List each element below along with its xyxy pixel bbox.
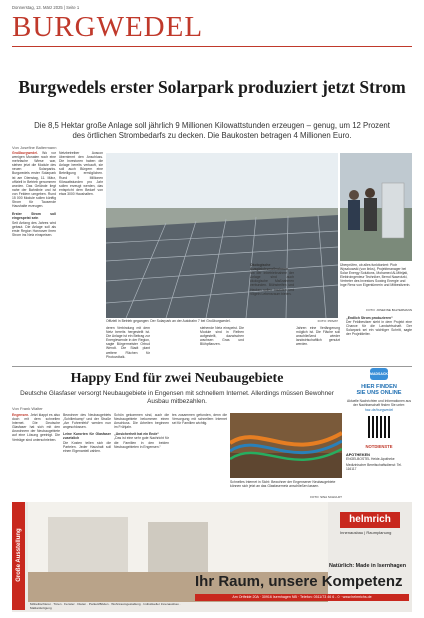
- lead-column-2: [59, 151, 103, 353]
- second-col4-text: tes zusammen gefunden, denn die Versorgung mit schnellem Internet sei für Familien wichtig.: [172, 413, 227, 426]
- photo2-credit: FOTO: JOSEFINE BALTERMANN: [366, 308, 412, 312]
- lead-headline: Burgwedels erster Solarpark produziert jetzt Strom: [18, 77, 406, 97]
- ad-footer: Möbeltischlerei · Türen · Fenster · Dielen · Parkett/Böden · Wohnraumgestaltung · Individueller Innenausbau · Maßanfertigung: [30, 602, 181, 610]
- second-author: Von Frank Walter: [12, 406, 43, 411]
- second-col1-text: Jetzt klappt es also doch mit dem schnellen Internet. Die Deutsche Glasfaser hat sich mit den Anwohnern der Neubaugebiete auf eine Lösung geeinigt. Die Verträge sind unterschrieben.: [12, 413, 60, 442]
- lead-col4-text: stehende Netz einspeist. Die Module sind in Reihen aufgestellt, dazwischen wachsen Gras und Blühpflanzen.: [200, 326, 244, 347]
- ad-contact-bar[interactable]: Am Ortfelde 20A · 30916 Isernhagen NB · Telefon: 0511/73 46 6 - 0 · www.helmrichs.de: [195, 594, 409, 601]
- emergency-title: NOTDIENSTE: [365, 444, 393, 449]
- sidebar-url-link[interactable]: haz.de/burgwedel: [364, 408, 394, 412]
- photo2-caption: Überprüfen, ob alles funktioniert: Piotr Wyszkowski (von links), Projektmanager bei Solar Energy Solutions, Mohamed Al-Mitrijati, Elektroingenieur Techniker, Bernd Nawrotzki, Vertreter des Investors Sowing Energie und Inge Renz von Eigentümerin und Mitbesitzerin.: [340, 263, 411, 288]
- lead-column-4: [250, 263, 294, 362]
- second-col2b-text: Die Kosten teilen sich die Parteien. Jeder Haushalt soll einen Eigenanteil zahlen.: [63, 440, 111, 453]
- second-column-4: [172, 413, 227, 499]
- photo1-caption: Offiziell in Betrieb gegangen: Der Solarpark an der Autobahn 7 bei Großburgwedel.: [106, 319, 231, 323]
- second-headline: Happy End für zwei Neubaugebiete: [70, 371, 284, 386]
- cable-photo-caption: Schnelles Internet in Sicht: Bewohner der Engensener Neubaugebiete können sich jetzt an das Glasfasernetz anschließen lassen.: [230, 480, 336, 489]
- ad-tagline: Innenausbau | Raumplanung: [340, 530, 392, 535]
- second-column-2: [63, 413, 111, 499]
- apotheke-text: ENGELBOSTEL Heide-Apotheke: [346, 457, 395, 461]
- second-deck: Deutsche Glasfaser versorgt Neubaugebiete in Engensen mit schnellem Internet. Allerdings müssen Bewohner Ausbau mitbezahlen.: [20, 390, 334, 405]
- second-col3-subhead: „Unsicherheit hat ein Ende“: [114, 432, 160, 437]
- lead-column-5: [296, 326, 340, 362]
- second-placeline: Engensen.: [12, 413, 30, 417]
- sidebar-text: Aktuelle Nachrichten und Informationen aus der Nachbarschaft finden Sie unter:: [347, 399, 411, 407]
- people-photo: [340, 153, 412, 261]
- lead-col4b-text: Mit der Inbetriebnahme der Anlage sind auch ökologische Maßnahmen verbunden. Blühstreifen und Hecken sollen Insekten und Vögeln Lebensraum bieten.: [250, 271, 294, 296]
- ad-strip-label: Große Ausstellung: [16, 528, 22, 582]
- second-col2-text: Bewohner des Neubaugebiets „Schillerkamp“ und der Straße „Am Fuhrenfeld“ werden nun angeschlossen.: [63, 413, 111, 430]
- ad-side-strip: [12, 502, 25, 610]
- apotheke-title: APOTHEKEN: [346, 453, 370, 457]
- lead-col5b-text: Der Feldbesitzer sieht in dem Projekt eine Chance für die Landwirtschaft. Der Solarpark sei ein wichtiger Schritt, sagte der Projektleiter.: [346, 320, 412, 337]
- masthead: BURGWEDEL: [12, 11, 204, 43]
- lead-column-6: [346, 316, 412, 362]
- photo1-credit: FOTO: PRIVAT: [317, 319, 338, 323]
- lead-author: Von Josefine Baltermann: [12, 145, 57, 150]
- second-col2-subhead: Leine Kurorten für Glasfaser zusetzlich: [63, 432, 111, 441]
- lead-deck: Die 8,5 Hektar große Anlage soll jährlich 9 Millionen Kilowattstunden erzeugen – genug, um 12 Prozent des örtlichen Strombedarfs zu decken. Die Baukosten betragen 4 Millionen Euro.: [34, 121, 390, 140]
- second-column-1: [12, 413, 60, 499]
- emergency-contacts: Medizinischer Bereitschaftsdienst: Tel. 116117: [346, 463, 402, 471]
- lead-col3-text: deren Verbindung mit dem Netz bereits hergestellt ist. Die Anlage ist ein Beitrag zur Energiewende in der Region, sagte Bürgermeister Ortrud Wendt. Die Stadt plant weitere Flächen für Photovoltaik.: [106, 326, 150, 359]
- lead-col1-text: Wo vor wenigen Monaten noch eine mehrfache Wiese war, stehen jetzt die Module des neuen Solarparks. Burgwedels erster Solarpark ist am Dienstag, 11. März, offiziell in Betrieb genommen worden. Das Gelände liegt nahe der Bahnlinie und ist von Feldern umgeben. Rund 15 000 Module sollen künftig Strom für Tausende Haushalte erzeugen.: [12, 151, 56, 209]
- second-col3b-text: „Das ist eine sehr gute Nachricht für die Familien in den beiden Neubaugebieten in Engensen.“: [114, 436, 169, 449]
- sidebar-headline-2: SIE UNS ONLINE: [356, 390, 402, 396]
- dateline: Donnerstag, 13. März 2025 | Seite 1: [12, 5, 80, 10]
- helmrich-logo-icon: helmrich: [340, 512, 400, 528]
- lead-column-3: [106, 326, 150, 362]
- lead-placeline: Großburgwedel.: [12, 151, 38, 155]
- fiber-cable-photo: [230, 413, 342, 478]
- ad-subline: Natürlich: Made in Isernhagen: [329, 563, 406, 569]
- section-divider: [12, 366, 412, 367]
- lead-col5-text: Jahren eine Verlängerung möglich ist. Die Fläche soll anschließend wieder landwirtschaftlich genutzt werden.: [296, 326, 340, 347]
- lead-col4-subhead: Ökologische Ausgleichsmaßnahmen: [250, 263, 289, 272]
- qr-code-icon[interactable]: [368, 416, 390, 438]
- cable-photo-credit: FOTO: SINA SCHULDT: [310, 495, 342, 499]
- ad-headline: Ihr Raum, unsere Kompetenz: [195, 573, 403, 590]
- lead-col2-text: Netzbetreiber Avacon übernimmt den Anschluss. Die Investoren haben die Anlage bereits verkauft, sie soll auch Bürgern eine Beteiligung ermöglichen. Rund 9 Millionen Kilowattstunden pro Jahr sollen erzeugt werden, das entspricht dem Bedarf von etwa 3000 Haushalten.: [59, 151, 103, 196]
- second-col3-text: Schön gekommen sind, auch die Neubaugebiete bekommen einen Anschluss. Die Arbeiten beginnen im Frühjahr.: [114, 413, 169, 430]
- second-column-3: [114, 413, 169, 499]
- masthead-rule: [12, 46, 412, 47]
- solar-park-photo: [106, 153, 338, 318]
- lead-col5-subhead: „Endlich Strom produzieren“: [346, 316, 393, 320]
- lead-column-1: [12, 151, 56, 353]
- madsack-logo-icon: MADSACK: [370, 368, 388, 380]
- lead-col1-subhead: Erster Strom soll eingespeist sein: [12, 212, 56, 221]
- lead-column-4b: [200, 326, 244, 362]
- lead-col1b-text: Seit Anfang des Jahres wird gebaut. Die Anlage soll als erste Region Hannover ihren Strom ins Netz einspeisen.: [12, 220, 56, 237]
- sidebar-headline-1: HIER FINDEN: [361, 384, 397, 390]
